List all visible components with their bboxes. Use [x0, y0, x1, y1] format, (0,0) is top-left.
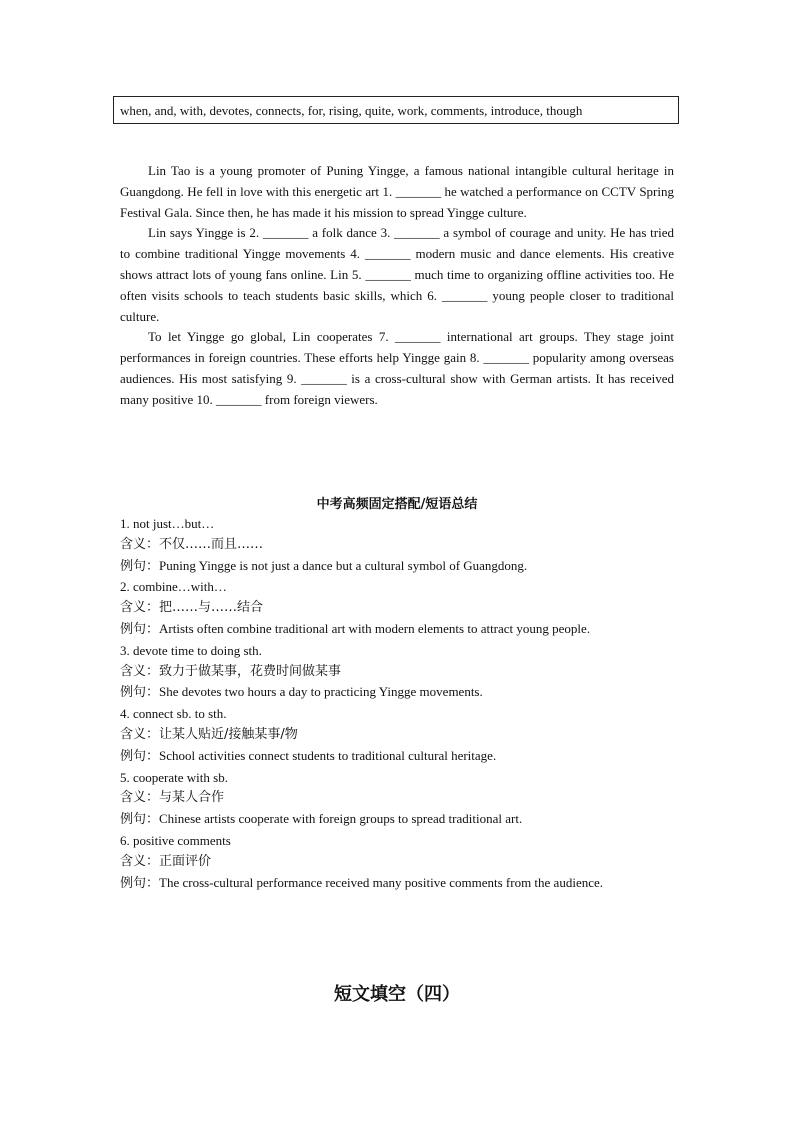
meaning-label: 含义：	[120, 663, 160, 679]
phrase-heading: 2. combine…with…	[120, 579, 227, 595]
phrase-meaning	[120, 662, 672, 683]
meaning-text: 与某人合作	[159, 790, 225, 806]
example-label: 例句：	[120, 812, 160, 828]
phrase-item	[120, 704, 672, 767]
phrase-summary-list	[120, 514, 672, 894]
example-text: School activities connect students to traditional cultural heritage.	[159, 747, 497, 763]
example-text: Puning Yingge is not just a dance but a cultural symbol of Guangdong.	[159, 557, 528, 573]
phrase-example	[120, 746, 672, 768]
example-text: She devotes two hours a day to practicing Yingge movements.	[159, 684, 483, 700]
meaning-label: 含义：	[120, 790, 160, 806]
example-label: 例句：	[120, 621, 160, 637]
phrase-meaning	[120, 535, 672, 556]
example-label: 例句：	[120, 748, 160, 764]
phrase-example	[120, 682, 672, 704]
meaning-label: 含义：	[120, 536, 160, 552]
meaning-text: 把……与……结合	[159, 600, 264, 616]
phrase-example	[120, 556, 672, 578]
phrase-meaning	[120, 852, 672, 873]
phrase-meaning	[120, 598, 672, 619]
example-label: 例句：	[120, 875, 160, 891]
example-text: Chinese artists cooperate with foreign groups to spread traditional art.	[159, 811, 523, 827]
meaning-label: 含义：	[120, 600, 160, 616]
meaning-label: 含义：	[120, 726, 160, 742]
phrase-meaning	[120, 788, 672, 809]
meaning-text: 致力于做某事，花费时间做某事	[159, 663, 342, 679]
passage-paragraph-1: Lin Tao is a young promoter of Puning Yingge, a famous national intangible cultural heritage in Guangdong. He fell in love with this energetic art 1. _______ he watched a performance on CCTV Spring Festival Gala. Since then, he has made it his mission to spread Yingge culture.	[120, 163, 674, 220]
example-label: 例句：	[120, 685, 160, 701]
phrase-example	[120, 809, 672, 831]
phrase-item	[120, 831, 672, 894]
next-section-title: 短文填空（四）	[334, 984, 460, 1005]
phrase-example	[120, 873, 672, 895]
phrase-example	[120, 619, 672, 641]
phrase-heading: 4. connect sb. to sth.	[120, 706, 227, 722]
meaning-text: 正面评价	[159, 853, 212, 869]
example-label: 例句：	[120, 558, 160, 574]
meaning-text: 不仅……而且……	[159, 536, 264, 552]
phrase-item	[120, 768, 672, 831]
phrase-item	[120, 641, 672, 704]
word-bank-box	[113, 96, 679, 124]
phrase-meaning	[120, 725, 672, 746]
word-bank-text: when, and, with, devotes, connects, for, rising, quite, work, comments, introduce, though	[120, 103, 583, 118]
example-text: The cross-cultural performance received many positive comments from the audience.	[159, 874, 604, 890]
passage-paragraph-3: To let Yingge go global, Lin cooperates 7. _______ international art groups. They stage joint performances in foreign countries. These efforts help Yingge gain 8. _______ popularity among overseas audiences. His most satisfying 9. _______ is a cross-cultural show with German artists. It has received many positive 10. _______ from foreign viewers.	[120, 329, 674, 407]
phrase-item	[120, 514, 672, 577]
meaning-text: 让某人贴近/接触某事/物	[159, 726, 298, 742]
passage-paragraph-2: Lin says Yingge is 2. _______ a folk dance 3. _______ a symbol of courage and unity. He has tried to combine traditional Yingge movements 4. _______ modern music and dance elements. His creative shows attract lots of young fans online. Lin 5. _______ much time to organizing offline activities too. He often visits schools to teach students basic skills, which 6. _______ young people closer to traditional culture.	[120, 225, 674, 324]
phrase-heading: 6. positive comments	[120, 832, 231, 848]
phrase-item	[120, 577, 672, 640]
phrase-heading: 3. devote time to doing sth.	[120, 642, 262, 658]
summary-title: 中考高频固定搭配/短语总结	[316, 497, 478, 512]
example-text: Artists often combine traditional art with modern elements to attract young people.	[159, 620, 591, 636]
phrase-heading: 1. not just…but…	[120, 516, 215, 531]
cloze-passage	[120, 161, 674, 411]
phrase-heading: 5. cooperate with sb.	[120, 769, 228, 785]
meaning-label: 含义：	[120, 853, 160, 869]
